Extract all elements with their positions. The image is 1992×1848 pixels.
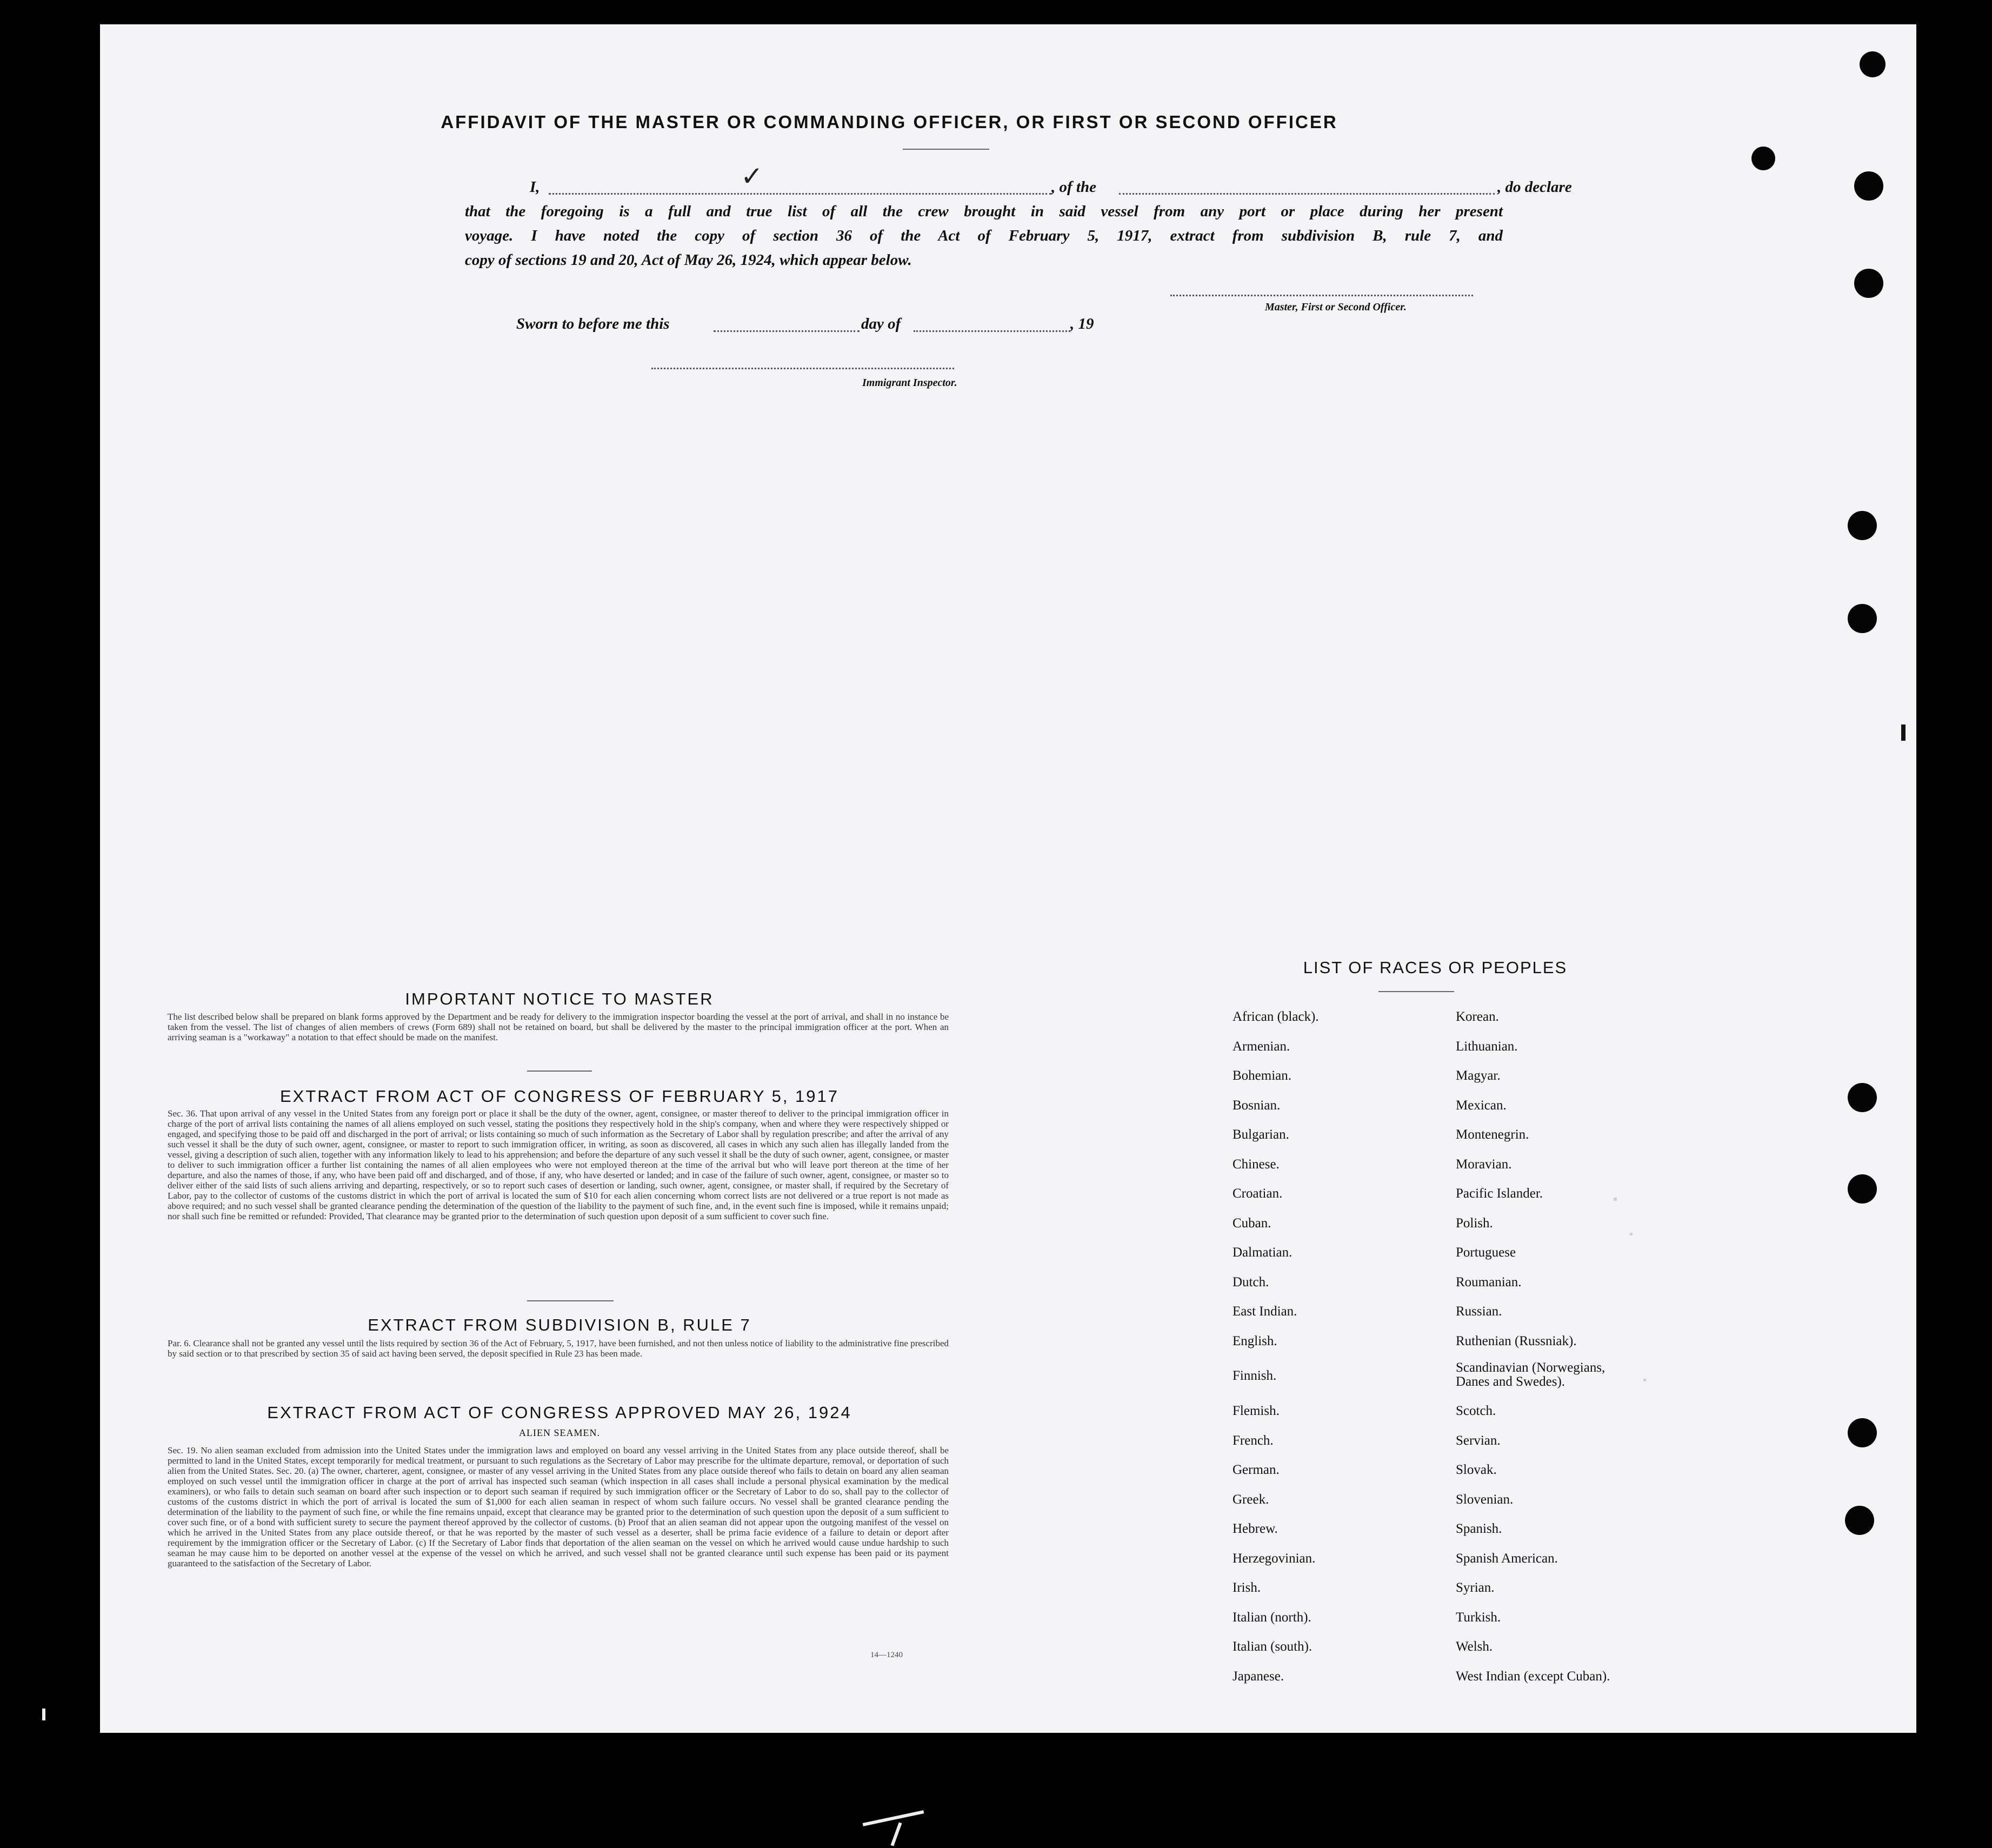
race-item: Chinese. [1232,1156,1280,1172]
race-item: French. [1232,1433,1274,1448]
race-item: Syrian. [1456,1580,1495,1595]
race-item: Polish. [1456,1215,1493,1231]
race-item: English. [1232,1333,1277,1348]
scan-speck [1614,1198,1617,1201]
day-of-text: day of [861,315,901,333]
affidavit-title: AFFIDAVIT OF THE MASTER OR COMMANDING OFFICER, OR FIRST OR SECOND OFFICER [441,112,1338,132]
scan-artifact-mark [863,1810,924,1826]
race-item: Greek. [1232,1492,1269,1507]
race-item: African (black). [1232,1009,1319,1024]
declaration-body-3: copy of sections 19 and 20, Act of May 26, 1924, which appear below. [465,251,912,269]
race-item: Slovenian. [1456,1492,1514,1507]
race-item: Spanish. [1456,1521,1502,1536]
races-title: LIST OF RACES OR PEOPLES [1303,958,1568,977]
extract-1924-subtitle: ALIEN SEAMEN. [519,1427,600,1438]
scan-artifact-mark [1901,724,1906,741]
inspector-signature-label: Immigrant Inspector. [862,377,957,389]
declaration-body-2: voyage. I have noted the copy of section 36 of the Act of February 5, 1917, extract from subdivision B, rule 7, and [465,227,1503,244]
race-item: German. [1232,1463,1280,1477]
race-item: East Indian. [1232,1304,1297,1319]
notice-text: The list described below shall be prepared on blank forms approved by the Department and be ready for delivery to the immigration inspector boarding the vessel at the port of arrival, and shall in no instance be taken from the vessel. The list of changes of alien members of crews (Form 689) shall not be retained on board, but shall be delivered by the master to the principal immigration officer at the port. When an arriving seaman is a "workaway" a notation to that effect should be made on the manifest. [168,1012,949,1042]
section-divider [527,1300,614,1301]
race-item: Korean. [1456,1009,1499,1024]
extract-1917-text: Sec. 36. That upon arrival of any vessel in the United States from any foreign port or place it shall be the duty of the owner, agent, consignee, or master thereof to deliver to the principal immigration officer in charge of the port of arrival lists containing the names of all aliens employed on such vessel, stating the positions they respectively hold in the ship's company, when and where they were respectively shipped or engaged, and specifying those to be paid off and discharged in the port of arrival; or lists containing so much of such information as the Secretary of Labor shall by regulation prescribe; and after the arrival of any such vessel it shall be the duty of such owner, agent, consignee, or master to report to such immigration officer, in writing, as soon as discovered, all cases in which any such alien has illegally landed from the vessel, giving a description of such alien, together with any information likely to lead to his apprehension; and before the departure of any such vessel it shall be the duty of such owner, agent, consignee, or master to deliver to such immigration officer a further list containing the names of all alien employees who were not employed thereon at the time of the arrival but who will leave port thereon at the time of her departure, and also the names of those, if any, who have been paid off and discharged, and of those, if any, who have deserted or landed; and in case of the failure of such owner, agent, consignee, or master so to deliver either of the said lists of such aliens arriving and departing, respectively, or so to report such cases of desertion or landing, such owner, agent, consignee, or master shall, if required by the Secretary of Labor, pay to the collector of customs of the customs district in which the port of arrival is located the sum of $10 for each alien concerning whom correct lists are not delivered or a true report is not made as above required; and no such vessel shall be granted clearance pending the determination of the question of the liability to the payment of such fine, and, in the event such fine is imposed, while it remains unpaid; nor shall such fine be remitted or refunded: Provided, That clearance may be granted prior to the determination of such question upon deposit of a sum sufficient to cover such fine. [168,1108,949,1221]
race-item: Hebrew. [1232,1521,1278,1536]
race-item: Flemish. [1232,1404,1280,1418]
punch-hole [1751,147,1775,170]
extract-rule7-title: EXTRACT FROM SUBDIVISION B, RULE 7 [368,1315,751,1334]
scan-artifact-mark [890,1822,902,1846]
title-underline [903,149,989,150]
race-item: Magyar. [1456,1068,1501,1083]
name-blank[interactable] [549,193,1051,195]
punch-hole [1848,1418,1877,1447]
race-item: Portuguese [1456,1245,1516,1260]
sworn-year: , 19 [1070,315,1094,333]
extract-1924-text: Sec. 19. No alien seaman excluded from admission into the United States under the immigration laws and employed on board any vessel arriving in the United States from any place outside thereof, shall be permitted to land in the United States, except temporarily for medical treatment, or pursuant to such regulations as the Secretary of Labor may prescribe for the ultimate departure, removal, or deportation of such alien from the United States. Sec. 20. (a) The owner, charterer, agent, consignee, or master of any vessel arriving in the United States from any place outside thereof who fails to detain on board any alien seaman employed on such vessel until the immigration officer in charge at the port of arrival has inspected such seaman (which inspection in all cases shall include a personal physical examination by the medical examiners), or who fails to detain such seaman on board after such inspection or to deport such seaman if required by such immigration officer or the Secretary of Labor to do so, shall pay to the collector of customs of the customs district in which the port of arrival is located the sum of $1,000 for each alien seaman in respect of whom such failure occurs. No vessel shall be granted clearance pending the determination of the liability to the payment of such fine, or while the fine remains unpaid, except that clearance may be granted prior to the determination of such question upon the deposit of a sum sufficient to cover such fine, or of a bond with sufficient surety to secure the payment thereof approved by the collector of customs. (b) Proof that an alien seaman did not appear upon the outgoing manifest of the vessel on which he arrived in the United States from any place outside thereof, or that he was reported by the master of such vessel as a deserter, shall be prima facie evidence of a failure to detain or deport after requirement by the immigration officer or the Secretary of Labor. (c) If the Secretary of Labor finds that deportation of the alien seaman on the vessel on which he arrived would cause undue hardship to such seaman he may cause him to be deported on another vessel at the expense of the vessel on which he arrived, and such vessel shall not be granted clearance until such expense has been paid or its payment guaranteed to the satisfaction of the Secretary of Labor. [168,1445,949,1568]
race-item: Turkish. [1456,1610,1501,1625]
race-item: Dalmatian. [1232,1245,1293,1260]
punch-hole [1848,1174,1877,1204]
race-item: Slovak. [1456,1463,1497,1477]
extract-1924-title: EXTRACT FROM ACT OF CONGRESS APPROVED MAY 26, 1924 [267,1403,852,1422]
race-item: Pacific Islander. [1456,1186,1543,1201]
section-divider [527,1071,592,1072]
declaration-i: I, [530,178,540,196]
race-item: Italian (south). [1232,1639,1313,1654]
handwritten-mark: ✓ [741,161,763,191]
master-signature-label: Master, First or Second Officer. [1265,301,1407,313]
declaration-do-declare: , do declare [1497,178,1572,196]
race-item: Mexican. [1456,1098,1507,1113]
race-item: West Indian (except Cuban). [1456,1668,1610,1684]
scan-speck [1630,1233,1633,1235]
sworn-month-blank[interactable] [914,330,1070,332]
race-item: Bohemian. [1232,1068,1292,1083]
master-signature-line[interactable] [1170,295,1473,296]
inspector-signature-line[interactable] [651,368,954,369]
punch-hole [1854,269,1883,298]
race-item: Spanish American. [1456,1551,1558,1566]
punch-hole [1848,511,1877,540]
race-item: Irish. [1232,1580,1261,1595]
race-item: Cuban. [1232,1215,1271,1231]
race-item: Herzegovinian. [1232,1551,1316,1566]
scan-artifact-mark [42,1709,45,1720]
race-item: Scotch. [1456,1404,1496,1418]
race-item: Bulgarian. [1232,1127,1289,1142]
punch-hole [1848,604,1877,633]
document-sheet [100,24,1916,1733]
race-item: Welsh. [1456,1639,1493,1654]
race-item: Roumanian. [1456,1274,1522,1289]
punch-hole [1848,1083,1877,1112]
scan-speck [1643,1379,1646,1381]
race-item: Japanese. [1232,1668,1284,1684]
race-item: Bosnian. [1232,1098,1281,1113]
race-item: Russian. [1456,1304,1502,1319]
race-item: Moravian. [1456,1156,1512,1172]
punch-hole [1860,51,1886,77]
vessel-blank[interactable] [1119,193,1495,195]
race-item: Scandinavian (Norwegians, Danes and Swedes). [1456,1360,1605,1389]
sworn-day-blank[interactable] [714,330,860,332]
race-item: Ruthenian (Russniak). [1456,1333,1577,1348]
race-item: Montenegrin. [1456,1127,1529,1142]
race-item: Italian (north). [1232,1610,1311,1625]
notice-title: IMPORTANT NOTICE TO MASTER [405,989,714,1008]
punch-hole [1845,1506,1874,1535]
race-item: Servian. [1456,1433,1501,1448]
races-title-underline [1378,991,1454,992]
race-item: Dutch. [1232,1274,1269,1289]
declaration-of-the: , of the [1051,178,1096,196]
extract-1917-title: EXTRACT FROM ACT OF CONGRESS OF FEBRUARY 5, 1917 [279,1087,840,1106]
punch-hole [1854,171,1883,201]
extract-rule7-text: Par. 6. Clearance shall not be granted any vessel until the lists required by section 36 of the Act of February, 5, 1917, have been furnished, and not then unless notice of liability to the administrative fine prescribed by said section or to that prescribed by section 35 of said act having been served, the deposit specified in Rule 23 has been made. [168,1338,949,1359]
sworn-text: Sworn to before me this [516,315,670,333]
declaration-body-1: that the foregoing is a full and true list of all the crew brought in said vessel from any port or place during her present [465,203,1503,220]
race-item: Croatian. [1232,1186,1283,1201]
race-item: Finnish. [1232,1368,1277,1383]
race-item: Lithuanian. [1456,1039,1518,1054]
race-item: Armenian. [1232,1039,1290,1054]
form-number: 14—1240 [870,1651,903,1659]
